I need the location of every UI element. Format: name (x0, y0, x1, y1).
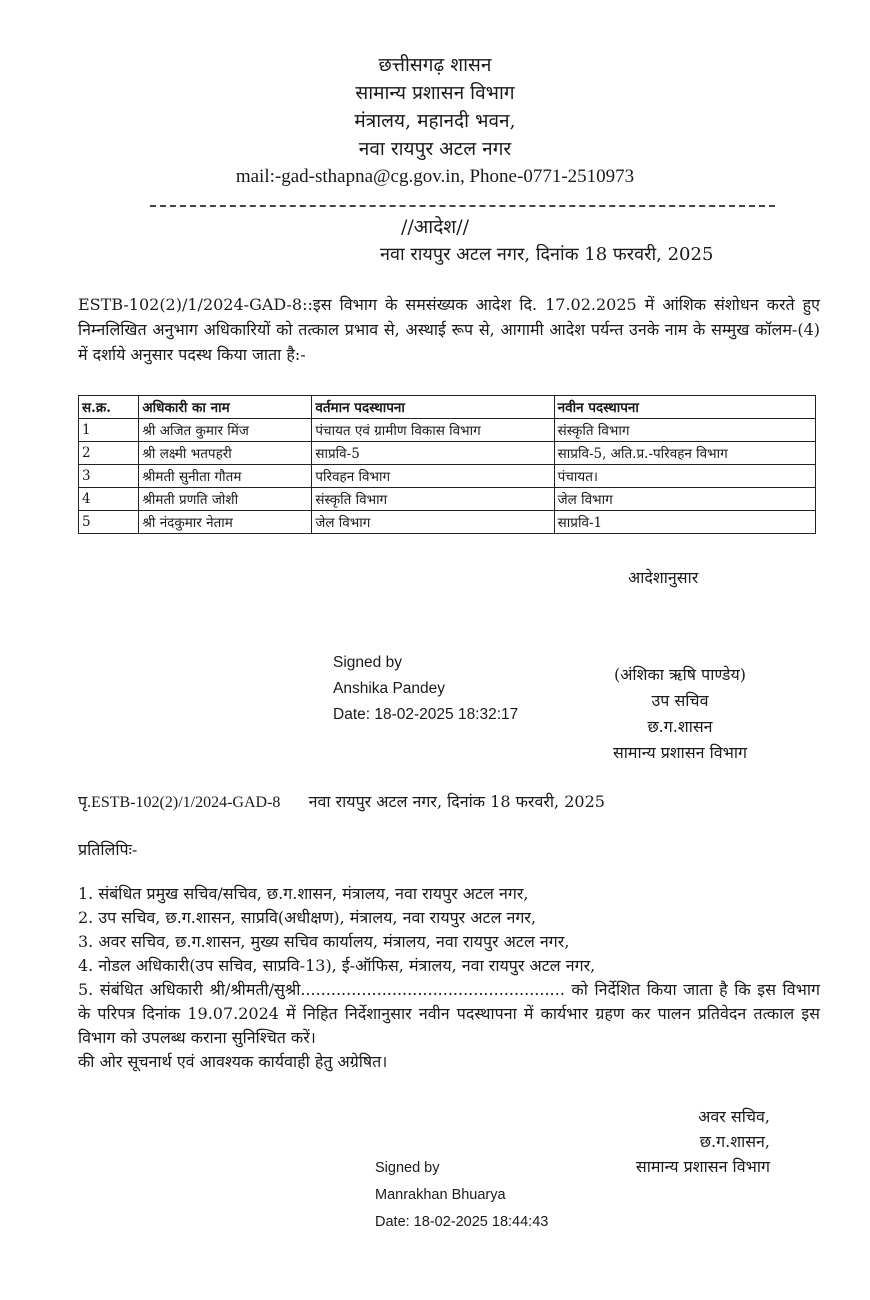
table-cell: 5 (79, 511, 139, 534)
copy-label: प्रतिलिपिः- (78, 840, 138, 859)
city-name: नवा रायपुर अटल नगर (358, 138, 512, 160)
building-name: मंत्रालय, महानदी भवन, (354, 110, 516, 132)
copy-list (78, 882, 820, 1074)
signed-by-label: Signed by (333, 654, 402, 671)
table-cell: पंचायत एवं ग्रामीण विकास विभाग (312, 419, 554, 442)
table-cell: 1 (79, 419, 139, 442)
list-item: 4. नोडल अधिकारी(उप सचिव, साप्रवि-13), ई-ऑफिस, मंत्रालय, नवा रायपुर अटल नगर, (78, 956, 596, 975)
table-cell: जेल विभाग (312, 511, 554, 534)
column-header: स.क्र. (79, 396, 139, 419)
table-row (79, 465, 816, 488)
table-row (79, 419, 816, 442)
official-dept: सामान्य प्रशासन विभाग (635, 1157, 770, 1176)
signer-name: Manrakhan Bhuarya (375, 1187, 506, 1203)
contact-line: mail:-gad-sthapna@cg.gov.in, Phone-0771-2510973 (235, 166, 635, 187)
table-row (79, 442, 816, 465)
digital-signature-1 (333, 650, 518, 728)
table-header-row (79, 396, 816, 419)
table-cell: श्री लक्ष्मी भतपहरी (139, 442, 312, 465)
table-cell: संस्कृति विभाग (312, 488, 554, 511)
table-cell: श्री नंदकुमार नेताम (139, 511, 312, 534)
endorsement-place-date: नवा रायपुर अटल नगर, दिनांक 18 फरवरी, 2025 (308, 792, 605, 811)
digital-signature-2 (375, 1155, 548, 1236)
column-header: नवीन पदस्थापना (554, 396, 815, 419)
table-cell: 2 (79, 442, 139, 465)
table-cell: साप्रवि-1 (554, 511, 815, 534)
table-cell: 4 (79, 488, 139, 511)
table-cell: 3 (79, 465, 139, 488)
closing-line: की ओर सूचनार्थ एवं आवश्यक कार्यवाही हेतु अग्रेषित। (78, 1052, 388, 1071)
header-divider (150, 205, 775, 207)
signer-name: Anshika Pandey (333, 680, 446, 697)
order-place-date: नवा रायपुर अटल नगर, दिनांक 18 फरवरी, 2025 (380, 244, 714, 265)
table-cell: श्रीमती सुनीता गौतम (139, 465, 312, 488)
list-item: 1. संबंधित प्रमुख सचिव/सचिव, छ.ग.शासन, मंत्रालय, नवा रायपुर अटल नगर, (78, 884, 529, 903)
official-block-1 (580, 662, 780, 766)
order-title: //आदेश// (400, 216, 470, 238)
column-header: अधिकारी का नाम (139, 396, 312, 419)
column-header: वर्तमान पदस्थापना (312, 396, 554, 419)
table-cell: पंचायत। (554, 465, 815, 488)
table-cell: साप्रवि-5, अति.प्र.-परिवहन विभाग (554, 442, 815, 465)
table-cell: श्रीमती प्रणति जोशी (139, 488, 312, 511)
endorsement-line (78, 790, 605, 812)
signed-by-label: Signed by (375, 1160, 440, 1176)
table-cell: जेल विभाग (554, 488, 815, 511)
official-govt: छ.ग.शासन (647, 717, 713, 736)
official-designation: उप सचिव (651, 691, 709, 710)
order-body: ESTB-102(2)/1/2024-GAD-8::इस विभाग के समसंख्यक आदेश दि. 17.02.2025 में आंशिक संशोधन करते हुए निम्नलिखित अनुभाग अधिकारियों को तत्काल प्रभाव से, अस्थाई रूप से, आगामी आदेश पर्यन्त उनके नाम के सम्मुख कॉलम-(4) में दर्शाये अनुसार पदस्थ किया जाता है:- (78, 295, 820, 364)
table-cell: परिवहन विभाग (312, 465, 554, 488)
signature-date: Date: 18-02-2025 18:44:43 (375, 1214, 549, 1230)
list-item: 3. अवर सचिव, छ.ग.शासन, मुख्य सचिव कार्यालय, मंत्रालय, नवा रायपुर अटल नगर, (78, 932, 570, 951)
govt-name: छत्तीसगढ़ शासन (378, 54, 492, 76)
transfers-table (78, 395, 816, 534)
table-cell: श्री अजित कुमार मिंज (139, 419, 312, 442)
signature-date: Date: 18-02-2025 18:32:17 (333, 706, 519, 723)
list-item: 2. उप सचिव, छ.ग.शासन, साप्रवि(अधीक्षण), मंत्रालय, नवा रायपुर अटल नगर, (78, 908, 537, 927)
table-row (79, 511, 816, 534)
table-cell: संस्कृति विभाग (554, 419, 815, 442)
department-name: सामान्य प्रशासन विभाग (355, 82, 515, 104)
list-item: 5. संबंधित अधिकारी श्री/श्रीमती/सुश्री.................................................... को निर्देशित किया जाता है कि इस विभाग के परिपत्र दिनांक 19.07.2024 में निहित निर्देशानुसार नवीन पदस्थापना में कार्यभार ग्रहण कर पालन प्रतिवेदन तत्काल इस विभाग को उपलब्ध कराना सुनिश्चित करें। (78, 980, 820, 1047)
table-row (79, 488, 816, 511)
official-designation: अवर सचिव, (698, 1107, 770, 1126)
official-block-2 (560, 1104, 770, 1179)
table-cell: साप्रवि-5 (312, 442, 554, 465)
official-govt: छ.ग.शासन, (699, 1132, 770, 1151)
official-name: (अंशिका ऋषि पाण्डेय) (613, 665, 747, 684)
by-order-label: आदेशानुसार (628, 568, 699, 587)
endorsement-ref: पृ.ESTB-102(2)/1/2024-GAD-8 (78, 794, 281, 811)
official-dept: सामान्य प्रशासन विभाग (612, 743, 748, 762)
